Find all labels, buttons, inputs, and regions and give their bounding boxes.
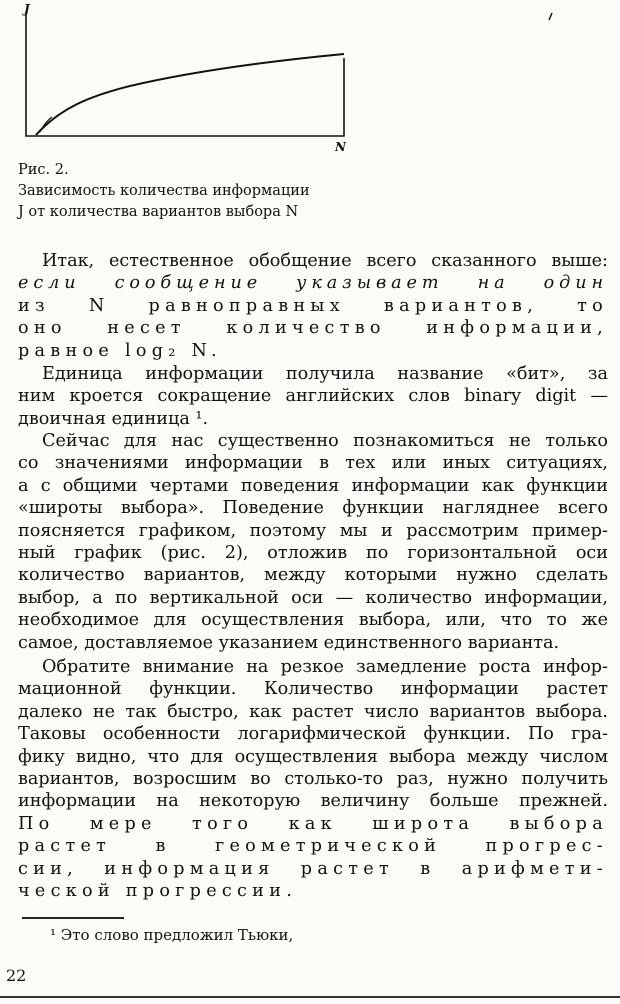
caption-line-2: Зависимость количества информации	[18, 183, 310, 199]
caption-line-1: Рис. 2.	[18, 162, 69, 178]
text-line: оно несет количество информации,	[18, 318, 608, 339]
text-line: ный график (рис. 2), отложив по горизонтальной оси	[18, 543, 608, 564]
paragraph-2	[18, 363, 608, 430]
y-axis-label: J	[24, 2, 30, 16]
paragraph-4	[18, 656, 608, 902]
text-line: «широты выбора». Поведение функции нагляднее всего	[18, 498, 608, 519]
text-line: Итак, естественное обобщение всего сказанного выше:	[42, 251, 608, 271]
text-line: растет в геометрической прогрес-	[18, 836, 608, 857]
text-line: Таковы особенности логарифмической функции. По гра-	[18, 724, 608, 745]
figure-graph	[0, 0, 620, 160]
text-line: далеко не так быстро, как растет число вариантов выбора.	[18, 701, 608, 722]
text-line: выбор, а по вертикальной оси — количество информации,	[18, 587, 608, 608]
text-line: равное log₂ N.	[18, 340, 222, 361]
caption-line-3: J от количества вариантов выбора N	[18, 204, 299, 220]
text-line: количество вариантов, между которыми нужно сделать	[18, 565, 608, 586]
paragraph-3	[18, 430, 608, 654]
text-line: поясняется графиком, поэтому мы и рассмотрим пример-	[18, 520, 608, 541]
information-curve-graph	[0, 0, 620, 160]
text-line: Сейчас для нас существенно познакомиться не только	[42, 431, 608, 451]
text-line: фику видно, что для осуществления выбора между числом	[18, 746, 608, 767]
text-line: а с общими чертами поведения информации как функции	[18, 475, 608, 496]
text-line: со значениями информации в тех или иных ситуациях,	[18, 453, 608, 474]
paragraph-1	[18, 250, 608, 362]
text-line: из N равноправных вариантов, то	[18, 295, 608, 316]
bottom-divider	[0, 996, 620, 998]
text-line: ческой прогрессии.	[18, 881, 298, 902]
log-curve	[36, 54, 344, 135]
footnote: ¹ Это слово предложил Тьюки,	[50, 926, 294, 944]
text-line: самое, доставляемое указанием единственного варианта.	[18, 632, 560, 653]
text-line: По мере того как широта выбора	[18, 813, 608, 834]
page-number: 22	[6, 966, 27, 985]
text-line: необходимое для осуществления выбора, или, что то же	[18, 610, 608, 631]
text-line: Обратите внимание на резкое замедление роста инфор-	[42, 657, 608, 677]
text-line: сии, информация растет в арифмети-	[18, 858, 608, 879]
text-line: Единица информации получила название «бит», за	[42, 364, 608, 384]
figure-caption	[18, 160, 310, 223]
text-line: ним кроется сокращение английских слов binary digit —	[18, 386, 608, 407]
text-line: информации на некоторую величину больше прежней.	[18, 791, 608, 812]
text-line: мационной функции. Количество информации растет	[18, 679, 608, 700]
text-line: вариантов, возросшим во столько-то раз, нужно получить	[18, 769, 608, 790]
text-line: если сообщение указывает на один	[18, 273, 608, 294]
corner-mark	[549, 13, 552, 20]
text-line: двоичная единица ¹.	[18, 408, 209, 429]
x-axis-label: N	[335, 140, 346, 154]
footnote-divider	[22, 917, 124, 919]
